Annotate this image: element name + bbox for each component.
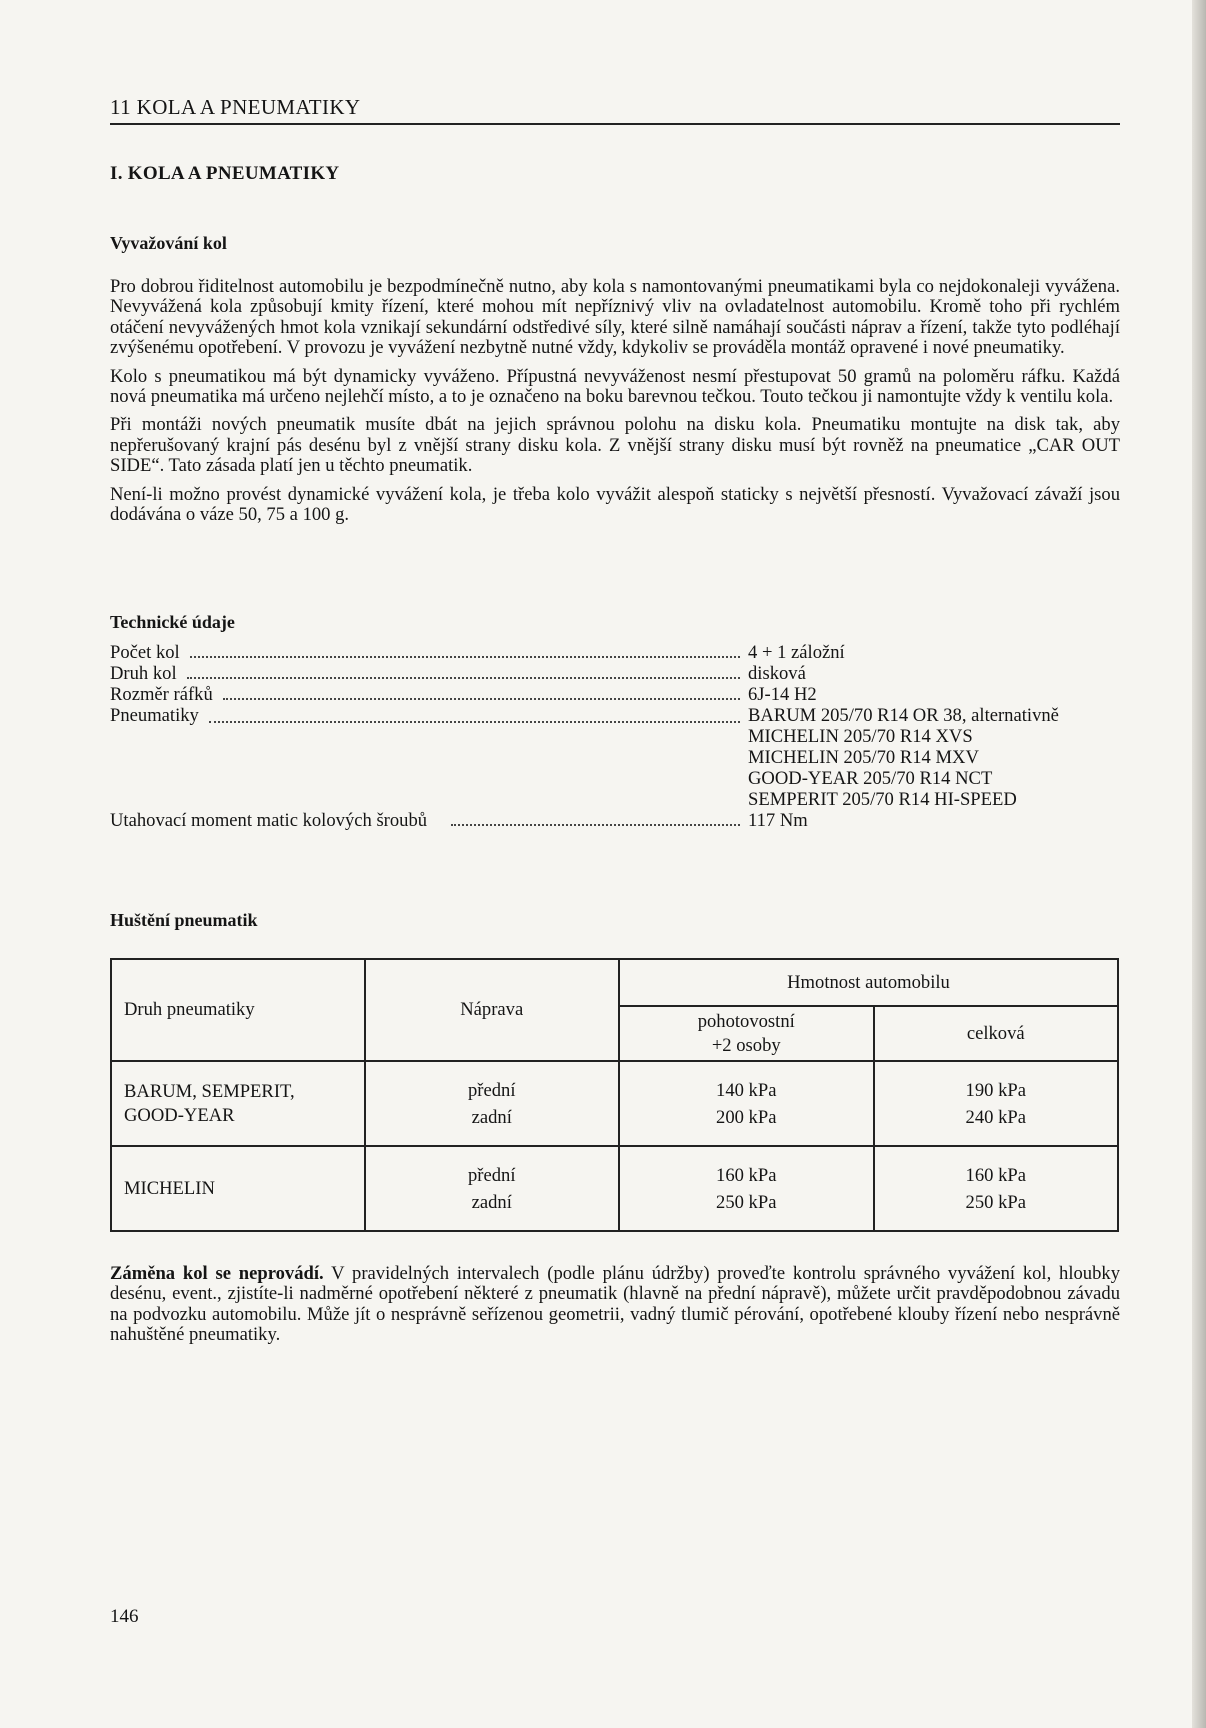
paragraph: Kolo s pneumatikou má být dynamicky vyváženo. Přípustná nevyváženost nesmí přestupovat 50 gramů na poloměru ráfku. Každá nová pneumatika má určeno nejlehčí místo, a to je označeno na boku barevnou tečkou. Touto tečkou ji namontujte vždy k ventilu kola. <box>110 365 1120 408</box>
technical-specs <box>110 642 1120 831</box>
section-title-balancing: Vyvažování kol <box>110 233 227 253</box>
table-header-row <box>111 959 1118 1006</box>
total-pressure-cell: 160 kPa 250 kPa <box>874 1146 1118 1231</box>
spec-label: Pneumatiky <box>110 705 199 726</box>
running-header: 11 KOLA A PNEUMATIKY <box>110 95 1120 125</box>
spec-label: Počet kol <box>110 642 180 663</box>
spec-value: disková <box>748 663 806 684</box>
spec-row <box>110 810 1120 831</box>
ready-pressure-cell: 160 kPa 250 kPa <box>619 1146 874 1231</box>
header-vehicle-mass: Hmotnost automobilu <box>619 959 1118 1006</box>
spec-label: Rozměr ráfků <box>110 684 213 705</box>
spec-value: GOOD-YEAR 205/70 R14 NCT <box>748 768 993 789</box>
spec-row <box>110 705 1120 810</box>
page-edge-shadow <box>1192 0 1206 1728</box>
balancing-text <box>110 277 1120 533</box>
tire-pressure-table <box>110 958 1119 1232</box>
spec-row <box>110 642 1120 663</box>
table-row <box>111 1146 1118 1231</box>
spec-value: MICHELIN 205/70 R14 XVS <box>748 726 973 747</box>
section-title-technical: Technické údaje <box>110 612 235 632</box>
spec-row <box>110 663 1120 684</box>
section-title-inflation: Huštění pneumatik <box>110 910 258 930</box>
header-axle: Náprava <box>365 959 619 1061</box>
axle-cell: přední zadní <box>365 1146 619 1231</box>
chapter-title: I. KOLA A PNEUMATIKY <box>110 163 340 184</box>
total-pressure-cell: 190 kPa 240 kPa <box>874 1061 1118 1146</box>
tire-type-cell: MICHELIN <box>111 1146 365 1231</box>
ready-pressure-cell: 140 kPa 200 kPa <box>619 1061 874 1146</box>
paragraph: Při montáži nových pneumatik musíte dbát na jejich správnou polohu na disku kola. Pneumatiku montujte na disk tak, aby nepřerušovaný krajní pás desénu byl z vnější strany disku kola. Z vnější strany disku musí být rovněž na pneumatice „CAR OUT SIDE“. Tato zásada platí jen u těchto pneumatik. <box>110 414 1120 477</box>
subheader-total-weight: celková <box>874 1006 1118 1061</box>
spec-label: Utahovací moment matic kolových šroubů <box>110 810 428 831</box>
page-number: 146 <box>110 1606 139 1627</box>
tire-type-cell: BARUM, SEMPERIT, GOOD-YEAR <box>111 1061 365 1146</box>
spec-value: 6J-14 H2 <box>748 684 817 705</box>
header-tire-type: Druh pneumatiky <box>111 959 365 1061</box>
table-row <box>111 1061 1118 1146</box>
spec-value: SEMPERIT 205/70 R14 HI-SPEED <box>748 789 1017 810</box>
paragraph: Není-li možno provést dynamické vyvážení kola, je třeba kolo vyvážit alespoň staticky s největší přesností. Vyvažovací závaží jsou dodávána o váze 50, 75 a 100 g. <box>110 483 1120 526</box>
rotation-lead: Záměna kol se neprovádí. <box>110 1263 324 1284</box>
spec-value: 117 Nm <box>748 810 808 831</box>
rotation-paragraph <box>110 1264 1120 1346</box>
spec-row <box>110 684 1120 705</box>
axle-cell: přední zadní <box>365 1061 619 1146</box>
spec-label: Druh kol <box>110 663 177 684</box>
spec-value: 4 + 1 záložní <box>748 642 845 663</box>
paragraph: Pro dobrou řiditelnost automobilu je bezpodmínečně nutno, aby kola s namontovanými pneumatikami byla co nejdokonaleji vyvážena. Nevyvážená kola způsobují kmity řízení, které mohou mít nepříznivý vliv na ovladatelnost automobilu. Kromě toho při rychlém otáčení nevyvážených hmot kola vznikají sekundární odstředivé síly, které silně namáhají součásti náprav a řízení, takže tyto podléhají zvýšenému opotřebení. V provozu je vyvážení nezbytně nutné vždy, kdykoliv se prováděla montáž opravené i nové pneumatiky. <box>110 276 1120 359</box>
subheader-ready-weight: pohotovostní +2 osoby <box>619 1006 874 1061</box>
rotation-text: V pravidelných intervalech (podle plánu údržby) proveďte kontrolu správného vyvážení kol, hloubky desénu, event., zjistíte-li nadměrné opotřebení některé z pneumatik (hlavně na přední nápravě), můžete určit pravděpodobnou závadu na podvozku automobilu. Může jít o nesprávně seřízenou geometrii, vadný tlumič pérování, opotřebené klouby řízení nebo nesprávně nahuštěné pneumatiky. <box>110 1263 1120 1346</box>
spec-value: MICHELIN 205/70 R14 MXV <box>748 747 979 768</box>
spec-value: BARUM 205/70 R14 OR 38, alternativně <box>748 705 1059 726</box>
